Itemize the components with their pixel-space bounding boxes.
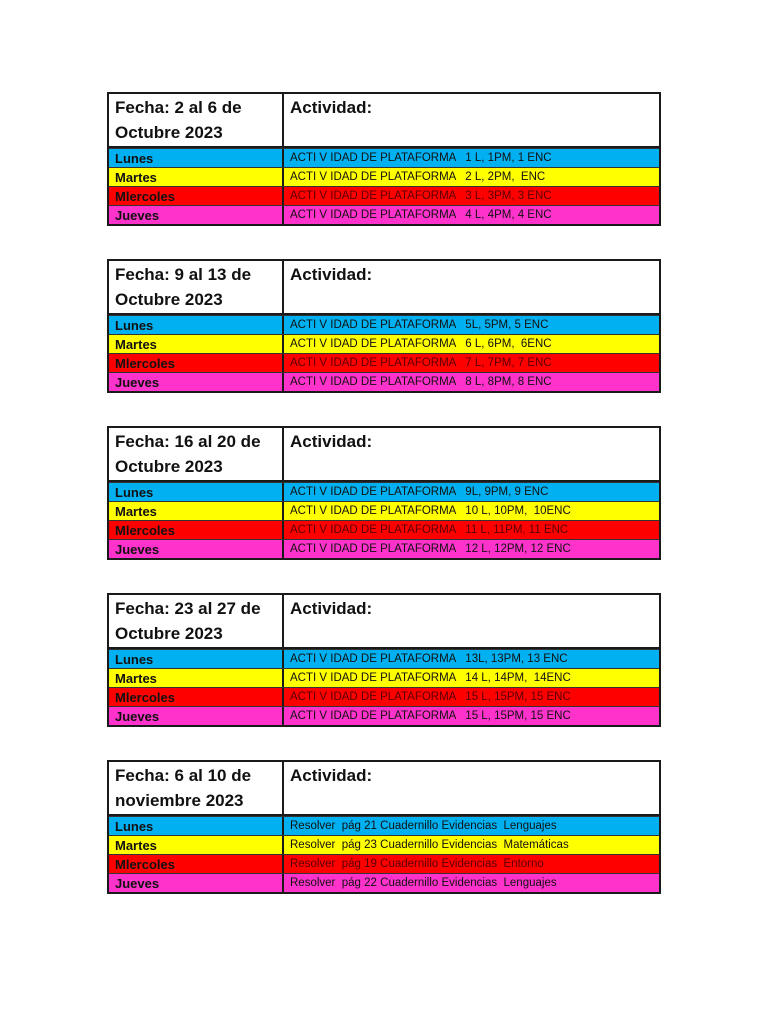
activity-text: ACTI V IDAD DE PLATAFORMA 12 L, 12PM, 12 ENC: [290, 543, 571, 555]
week-date-line2: Octubre 2023: [115, 123, 223, 142]
day-row-miercoles: [109, 854, 659, 873]
day-row-jueves: [109, 372, 659, 391]
activity-text: ACTI V IDAD DE PLATAFORMA 2 L, 2PM, ENC: [290, 171, 546, 183]
activity-text: Resolver pág 23 Cuadernillo Evidencias Matemáticas: [290, 839, 569, 851]
day-row-miercoles: [109, 687, 659, 706]
week-table: [107, 259, 661, 393]
day-label: Mlercoles: [109, 354, 284, 372]
day-row-martes: [109, 501, 659, 520]
week-date-line2: noviembre 2023: [115, 791, 244, 810]
day-row-jueves: [109, 873, 659, 892]
week-date-line2: Octubre 2023: [115, 290, 223, 309]
week-date-line1: Fecha: 9 al 13 de: [115, 265, 252, 284]
activity-text: ACTI V IDAD DE PLATAFORMA 3 L, 3PM, 3 ENC: [290, 190, 552, 202]
activity-text: ACTI V IDAD DE PLATAFORMA 6 L, 6PM, 6ENC: [290, 338, 552, 350]
day-label: Lunes: [109, 316, 284, 334]
activity-text: ACTI V IDAD DE PLATAFORMA 13L, 13PM, 13 ENC: [290, 653, 568, 665]
day-row-miercoles: [109, 186, 659, 205]
activity-text: ACTI V IDAD DE PLATAFORMA 15 L, 15PM, 15 ENC: [290, 691, 571, 703]
week-table: [107, 92, 661, 226]
day-label: Lunes: [109, 483, 284, 501]
activity-text: ACTI V IDAD DE PLATAFORMA 4 L, 4PM, 4 ENC: [290, 209, 552, 221]
day-label: Jueves: [109, 707, 284, 725]
day-label: Mlercoles: [109, 187, 284, 205]
day-row-lunes: [109, 315, 659, 334]
day-row-lunes: [109, 649, 659, 668]
day-row-miercoles: [109, 520, 659, 539]
activity-text: ACTI V IDAD DE PLATAFORMA 11 L, 11PM, 11 ENC: [290, 524, 569, 536]
week-table: [107, 760, 661, 894]
day-label: Jueves: [109, 206, 284, 224]
activity-header-label: Actividad:: [290, 432, 373, 451]
day-row-martes: [109, 835, 659, 854]
day-row-lunes: [109, 816, 659, 835]
activity-header-label: Actividad:: [290, 766, 373, 785]
week-header: [109, 428, 659, 482]
day-label: Mlercoles: [109, 521, 284, 539]
day-label: Martes: [109, 168, 284, 186]
week-header: [109, 261, 659, 315]
week-table: [107, 593, 661, 727]
week-header: [109, 762, 659, 816]
activity-text: ACTI V IDAD DE PLATAFORMA 10 L, 10PM, 10ENC: [290, 505, 571, 517]
week-date-cell: [109, 428, 284, 480]
activity-text: ACTI V IDAD DE PLATAFORMA 5L, 5PM, 5 ENC: [290, 319, 549, 331]
activity-text: ACTI V IDAD DE PLATAFORMA 15 L, 15PM, 15 ENC: [290, 710, 571, 722]
day-label: Lunes: [109, 149, 284, 167]
day-label: Martes: [109, 502, 284, 520]
week-date-cell: [109, 261, 284, 313]
activity-header-label: Actividad:: [290, 265, 373, 284]
week-header: [109, 595, 659, 649]
day-label: Jueves: [109, 874, 284, 892]
day-row-jueves: [109, 205, 659, 224]
week-date-line1: Fecha: 16 al 20 de: [115, 432, 261, 451]
activity-text: Resolver pág 21 Cuadernillo Evidencias Lenguajes: [290, 820, 557, 832]
day-row-lunes: [109, 148, 659, 167]
week-date-cell: [109, 762, 284, 814]
day-row-lunes: [109, 482, 659, 501]
day-row-martes: [109, 167, 659, 186]
day-label: Mlercoles: [109, 688, 284, 706]
week-date-line1: Fecha: 23 al 27 de: [115, 599, 261, 618]
activity-text: ACTI V IDAD DE PLATAFORMA 1 L, 1PM, 1 ENC: [290, 152, 552, 164]
week-date-line1: Fecha: 2 al 6 de: [115, 98, 242, 117]
activity-text: ACTI V IDAD DE PLATAFORMA 9L, 9PM, 9 ENC: [290, 486, 549, 498]
week-date-line1: Fecha: 6 al 10 de: [115, 766, 252, 785]
day-label: Martes: [109, 335, 284, 353]
day-label: Martes: [109, 836, 284, 854]
activity-text: ACTI V IDAD DE PLATAFORMA 14 L, 14PM, 14ENC: [290, 672, 571, 684]
week-table: [107, 426, 661, 560]
activity-text: Resolver pág 22 Cuadernillo Evidencias Lenguajes: [290, 877, 557, 889]
day-label: Mlercoles: [109, 855, 284, 873]
week-date-cell: [109, 595, 284, 647]
day-row-jueves: [109, 539, 659, 558]
activity-text: Resolver pág 19 Cuadernillo Evidencias Entorno: [290, 858, 544, 870]
week-date-line2: Octubre 2023: [115, 457, 223, 476]
day-label: Jueves: [109, 373, 284, 391]
week-header: [109, 94, 659, 148]
activity-text: ACTI V IDAD DE PLATAFORMA 8 L, 8PM, 8 ENC: [290, 376, 552, 388]
activity-text: ACTI V IDAD DE PLATAFORMA 7 L, 7PM, 7 ENC: [290, 357, 552, 369]
day-row-jueves: [109, 706, 659, 725]
day-row-martes: [109, 334, 659, 353]
activity-header-label: Actividad:: [290, 98, 373, 117]
day-row-miercoles: [109, 353, 659, 372]
day-label: Jueves: [109, 540, 284, 558]
week-date-line2: Octubre 2023: [115, 624, 223, 643]
day-label: Lunes: [109, 650, 284, 668]
day-row-martes: [109, 668, 659, 687]
day-label: Martes: [109, 669, 284, 687]
day-label: Lunes: [109, 817, 284, 835]
activity-header-label: Actividad:: [290, 599, 373, 618]
week-date-cell: [109, 94, 284, 146]
